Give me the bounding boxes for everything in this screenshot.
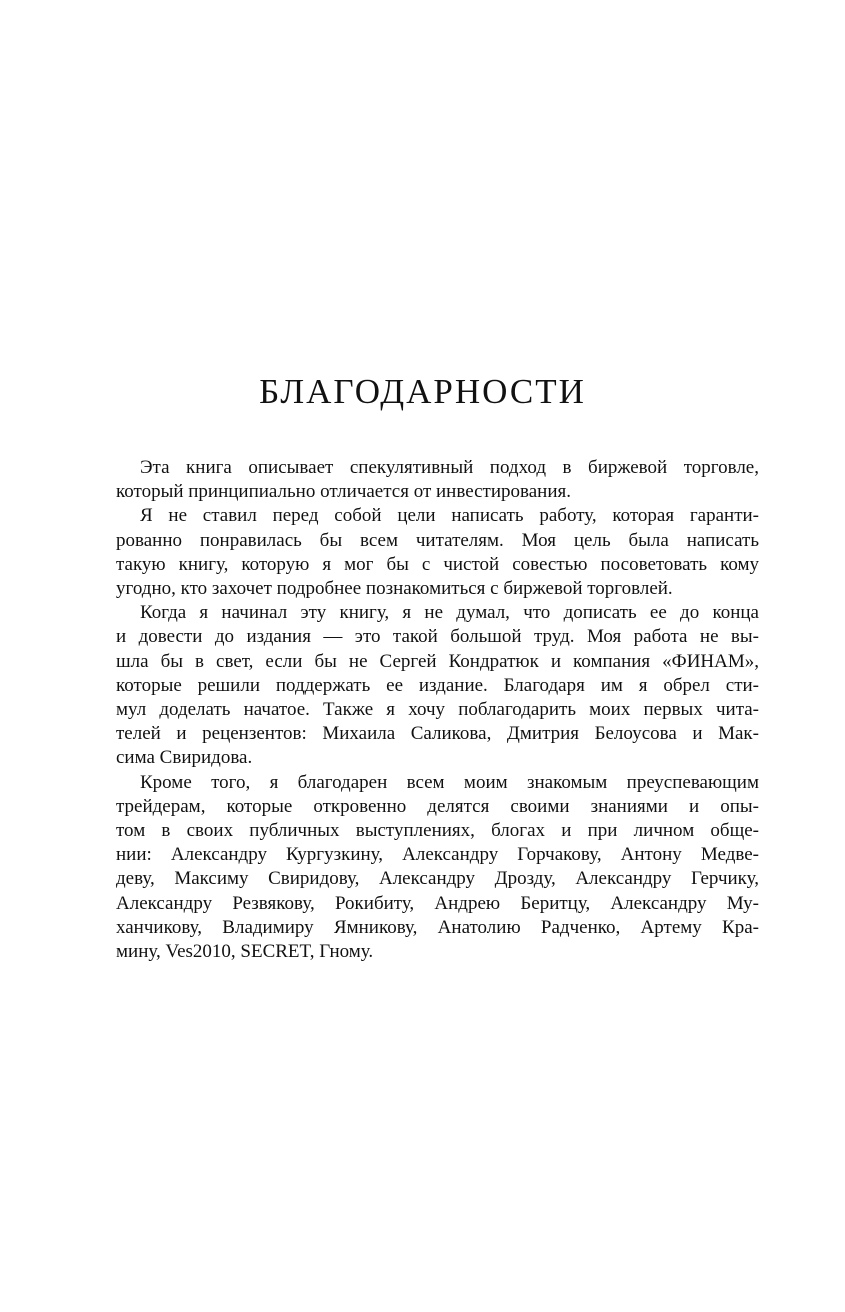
text-line: шла бы в свет, если бы не Сергей Кондратюк и компания «ФИНАМ», xyxy=(116,650,759,672)
text-line: ханчикову, Владимиру Ямникову, Анатолию Радченко, Артему Кра- xyxy=(116,916,759,938)
page-title: БЛАГОДАРНОСТИ xyxy=(259,372,586,411)
text-line: нии: Александру Кургузкину, Александру Горчакову, Антону Медве- xyxy=(116,844,759,866)
text-line: и довести до издания — это такой большой труд. Моя работа не вы- xyxy=(116,626,759,648)
text-line: Кроме того, я благодарен всем моим знакомым преуспевающим xyxy=(140,771,759,793)
text-line: который принципиально отличается от инвестирования. xyxy=(116,481,571,503)
text-line: такую книгу, которую я мог бы с чистой совестью посоветовать кому xyxy=(116,553,759,575)
text-line: мул доделать начатое. Также я хочу поблагодарить моих первых чита- xyxy=(116,699,759,721)
text-line: мину, Ves2010, SECRET, Гному. xyxy=(116,941,374,963)
text-line: деву, Максиму Свиридову, Александру Дрозду, Александру Герчику, xyxy=(116,868,759,890)
text-line: телей и рецензентов: Михаила Саликова, Дмитрия Белоусова и Мак- xyxy=(116,723,759,745)
paragraph-3 xyxy=(116,601,759,770)
text-line: Я не ставил перед собой цели написать работу, которая гаранти- xyxy=(140,505,759,527)
text-line: которые решили поддержать ее издание. Благодаря им я обрел сти- xyxy=(116,674,759,696)
text-line: трейдерам, которые откровенно делятся своими знаниями и опы- xyxy=(116,795,759,817)
text-line: Когда я начинал эту книгу, я не думал, что дописать ее до конца xyxy=(140,602,759,624)
paragraph-1 xyxy=(116,456,759,504)
acknowledgements-text xyxy=(116,456,759,964)
text-line: Эта книга описывает спекулятивный подход в биржевой торговле, xyxy=(140,457,759,478)
text-line: сима Свиридова. xyxy=(116,747,253,769)
paragraph-4 xyxy=(116,771,759,965)
paragraph-2 xyxy=(116,504,759,601)
text-line: Александру Резвякову, Рокибиту, Андрею Беритцу, Александру Му- xyxy=(116,892,759,914)
text-line: том в своих публичных выступлениях, блогах и при личном обще- xyxy=(116,820,759,842)
text-line: рованно понравилась бы всем читателям. Моя цель была написать xyxy=(116,529,759,551)
text-line: угодно, кто захочет подробнее познакомиться с биржевой торговлей. xyxy=(116,578,673,600)
